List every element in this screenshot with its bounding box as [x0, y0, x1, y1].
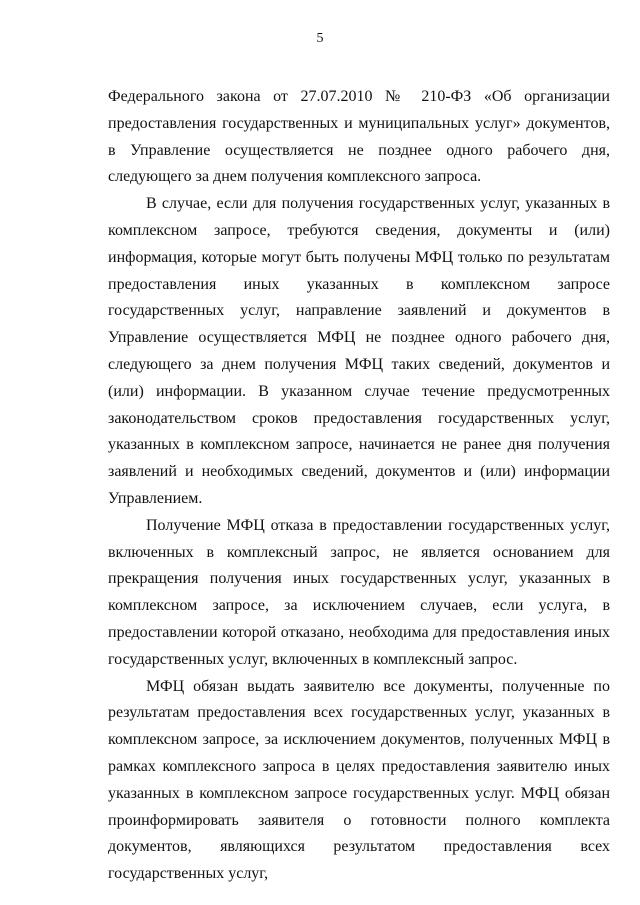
page-number: 5: [316, 31, 324, 46]
paragraph-refusal-handling: Получение МФЦ отказа в предоставлении государственных услуг, включенных в комплексный запрос, не является основанием для прекращения получения иных государственных услуг, указанных в комплексном запросе, за исключением случаев, если услуга, в предоставлении которой отказано, необходима для предоставления иных государственных услуг, включенных в комплексный запрос.: [108, 516, 610, 668]
paragraph-continuation: Федерального закона от 27.07.2010 № 210-ФЗ «Об организации предоставления государственных и муниципальных услуг» документов, в Управление осуществляется не позднее одного рабочего дня, следующего за днем получения комплексного запроса.: [108, 88, 610, 186]
paragraph-complex-request-sequencing: В случае, если для получения государственных услуг, указанных в комплексном запросе, требуются сведения, документы и (или) информация, которые могут быть получены МФЦ только по результатам предоставления иных указанных в комплексном запросе государственных услуг, направление заявлений и документов в Управление осуществляется МФЦ не позднее одного рабочего дня, следующего за днем получения МФЦ таких сведений, документов и (или) информации. В указанном случае течение предусмотренных законодательством сроков предоставления государственных услуг, указанных в комплексном запросе, начинается не ранее дня получения заявлений и необходимых сведений, документов и (или) информации Управлением.: [108, 195, 610, 507]
paragraph-mfc-obligations: МФЦ обязан выдать заявителю все документы, полученные по результатам предоставления всех государственных услуг, указанных в комплексном запросе, за исключением документов, полученных МФЦ в рамках комплексного запроса в целях предоставления заявителю иных указанных в комплексном запросе государственных услуг. МФЦ обязан проинформировать заявителя о готовности полного комплекта документов, являющихся результатом предоставления всех государственных услуг,: [108, 677, 610, 883]
document-body: [108, 84, 610, 888]
